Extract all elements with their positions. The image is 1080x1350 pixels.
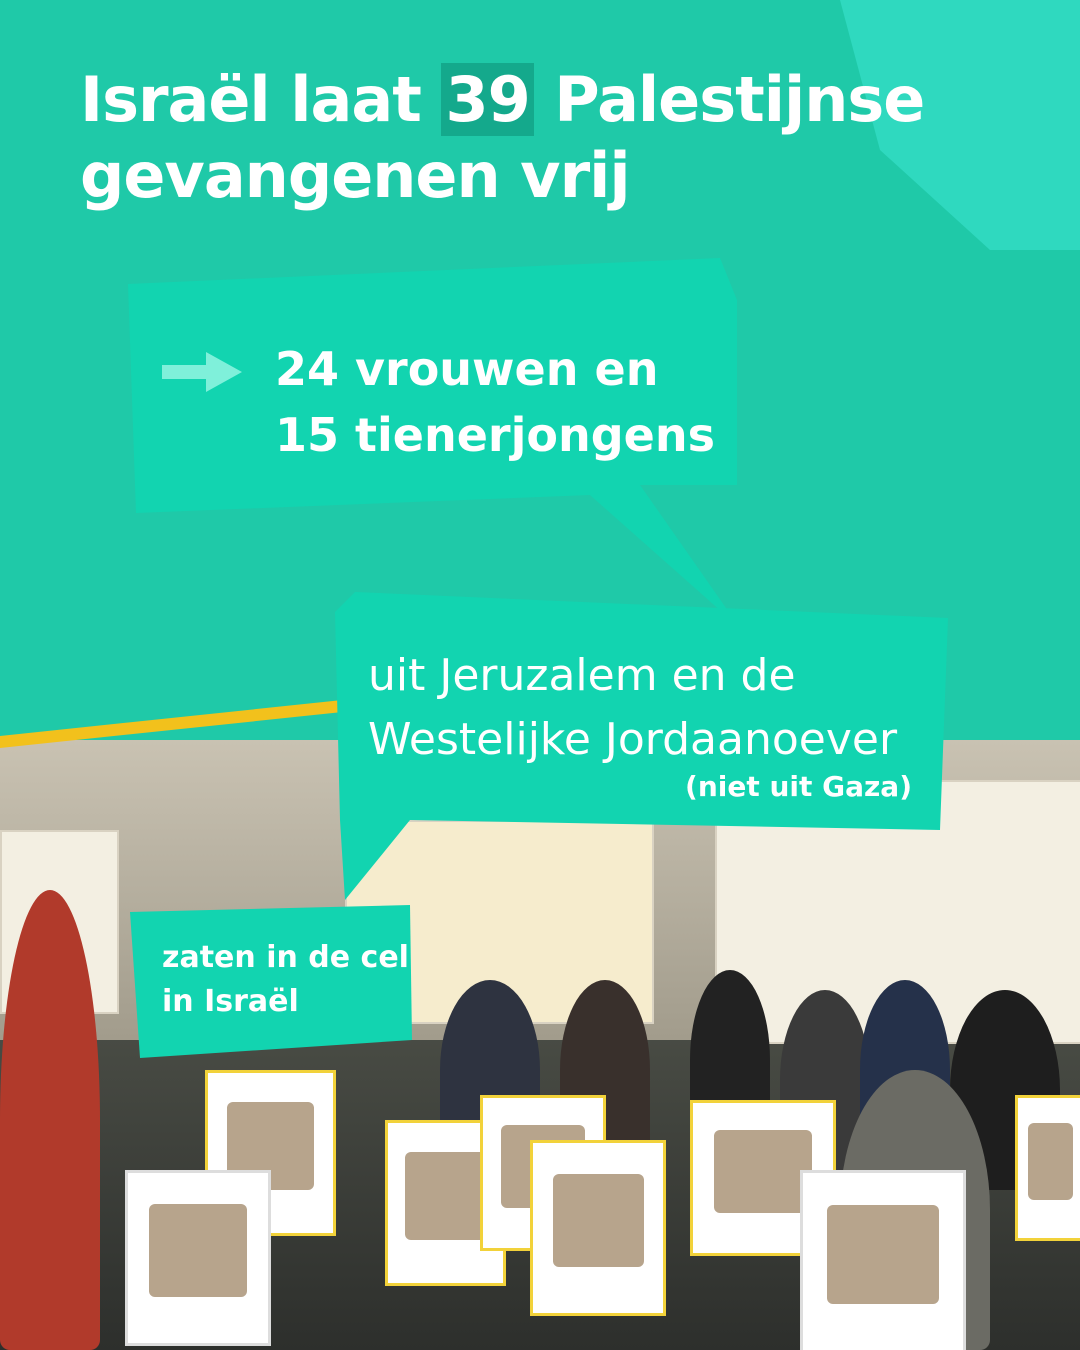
bubble-2-note: (niet uit Gaza)	[685, 770, 912, 803]
title-highlight: 39	[441, 63, 533, 136]
bubble-3-text	[162, 936, 409, 1024]
bubble-1-line-1: 24 vrouwen en	[275, 342, 659, 396]
bubble-1-line-2: 15 tienerjongens	[275, 408, 715, 462]
bubble-1-text	[275, 336, 715, 468]
arrow-right-icon	[162, 352, 242, 392]
title-after: Palestijnse gevangenen vrij	[80, 63, 925, 212]
bubble-2-text	[368, 644, 897, 772]
bubble-2-line-2: Westelijke Jordaanoever	[368, 714, 898, 765]
bubble-3-line-1: zaten in de cel	[162, 940, 409, 975]
bubble-3-line-2: in Israël	[162, 984, 299, 1019]
title-before: Israël laat	[80, 63, 442, 136]
bubble-2-line-1: uit Jeruzalem en de	[368, 650, 796, 701]
